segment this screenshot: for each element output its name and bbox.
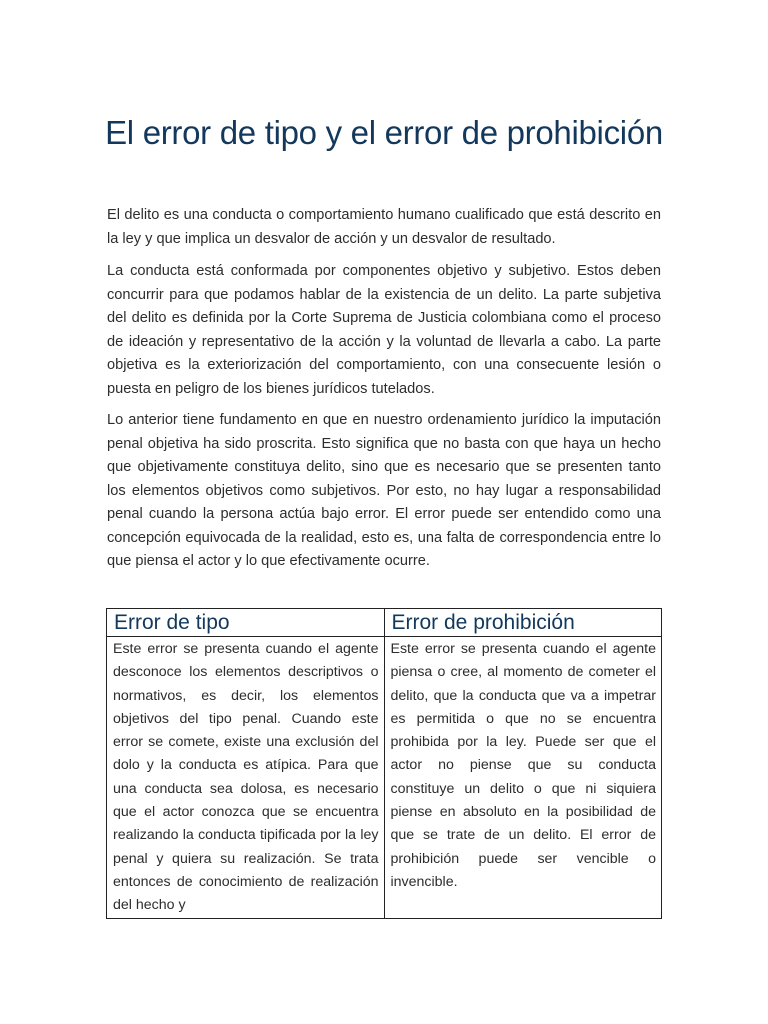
- header-error-de-prohibicion: Error de prohibición: [384, 609, 662, 637]
- table-row: [107, 637, 662, 919]
- paragraph-delito-definition: El delito es una conducta o comportamiento humano cualificado que está descrito en la ley y que implica un desvalor de acción y un desvalor de resultado.: [107, 207, 661, 247]
- paragraph-imputacion-error: Lo anterior tiene fundamento en que en nuestro ordenamiento jurídico la imputación penal objetiva ha sido proscrita. Esto significa que no basta con que haya un hecho que objetivamente constituya delito, sino que es necesario que se presenten tanto los elementos objetivos como subjetivos. Por esto, no hay lugar a responsabilidad penal cuando la persona actúa bajo error. El error puede ser entendido como una concepción equivocada de la realidad, esto es, una falta de correspondencia entre lo que piensa el actor y lo que efectivamente ocurre.: [107, 412, 661, 569]
- header-error-de-tipo: Error de tipo: [107, 609, 385, 637]
- cell-error-de-tipo: Este error se presenta cuando el agente desconoce los elementos descriptivos o normativos, es decir, los elementos objetivos del tipo penal. Cuando este error se comete, existe una exclusión del dolo y la conducta es atípica. Para que una conducta sea dolosa, es necesario que el actor conozca que se encuentra realizando la conducta tipificada por la ley penal y quiera su realización. Se trata entonces de conocimiento de realización del hecho y: [107, 637, 385, 919]
- comparison-table: [106, 608, 662, 919]
- table-header-row: [107, 609, 662, 637]
- paragraph-conducta-components: La conducta está conformada por componentes objetivo y subjetivo. Estos deben concurrir para que podamos hablar de la existencia de un delito. La parte subjetiva del delito es definida por la Corte Suprema de Justicia colombiana como el proceso de ideación y representativo de la acción y la voluntad de llevarla a cabo. La parte objetiva es la exteriorización del comportamiento, con una consecuente lesión o puesta en peligro de los bienes jurídicos tutelados.: [107, 263, 661, 397]
- cell-error-de-prohibicion: Este error se presenta cuando el agente piensa o cree, al momento de cometer el delito, que la conducta que va a impetrar es permitida o que no se encuentra prohibida por la ley. Puede ser que el actor no piense que su conducta constituye un delito o que ni siquiera piense en absoluto en la posibilidad de que se trate de un delito. El error de prohibición puede ser vencible o invencible.: [384, 637, 662, 919]
- document-title: El error de tipo y el error de prohibición: [105, 114, 663, 151]
